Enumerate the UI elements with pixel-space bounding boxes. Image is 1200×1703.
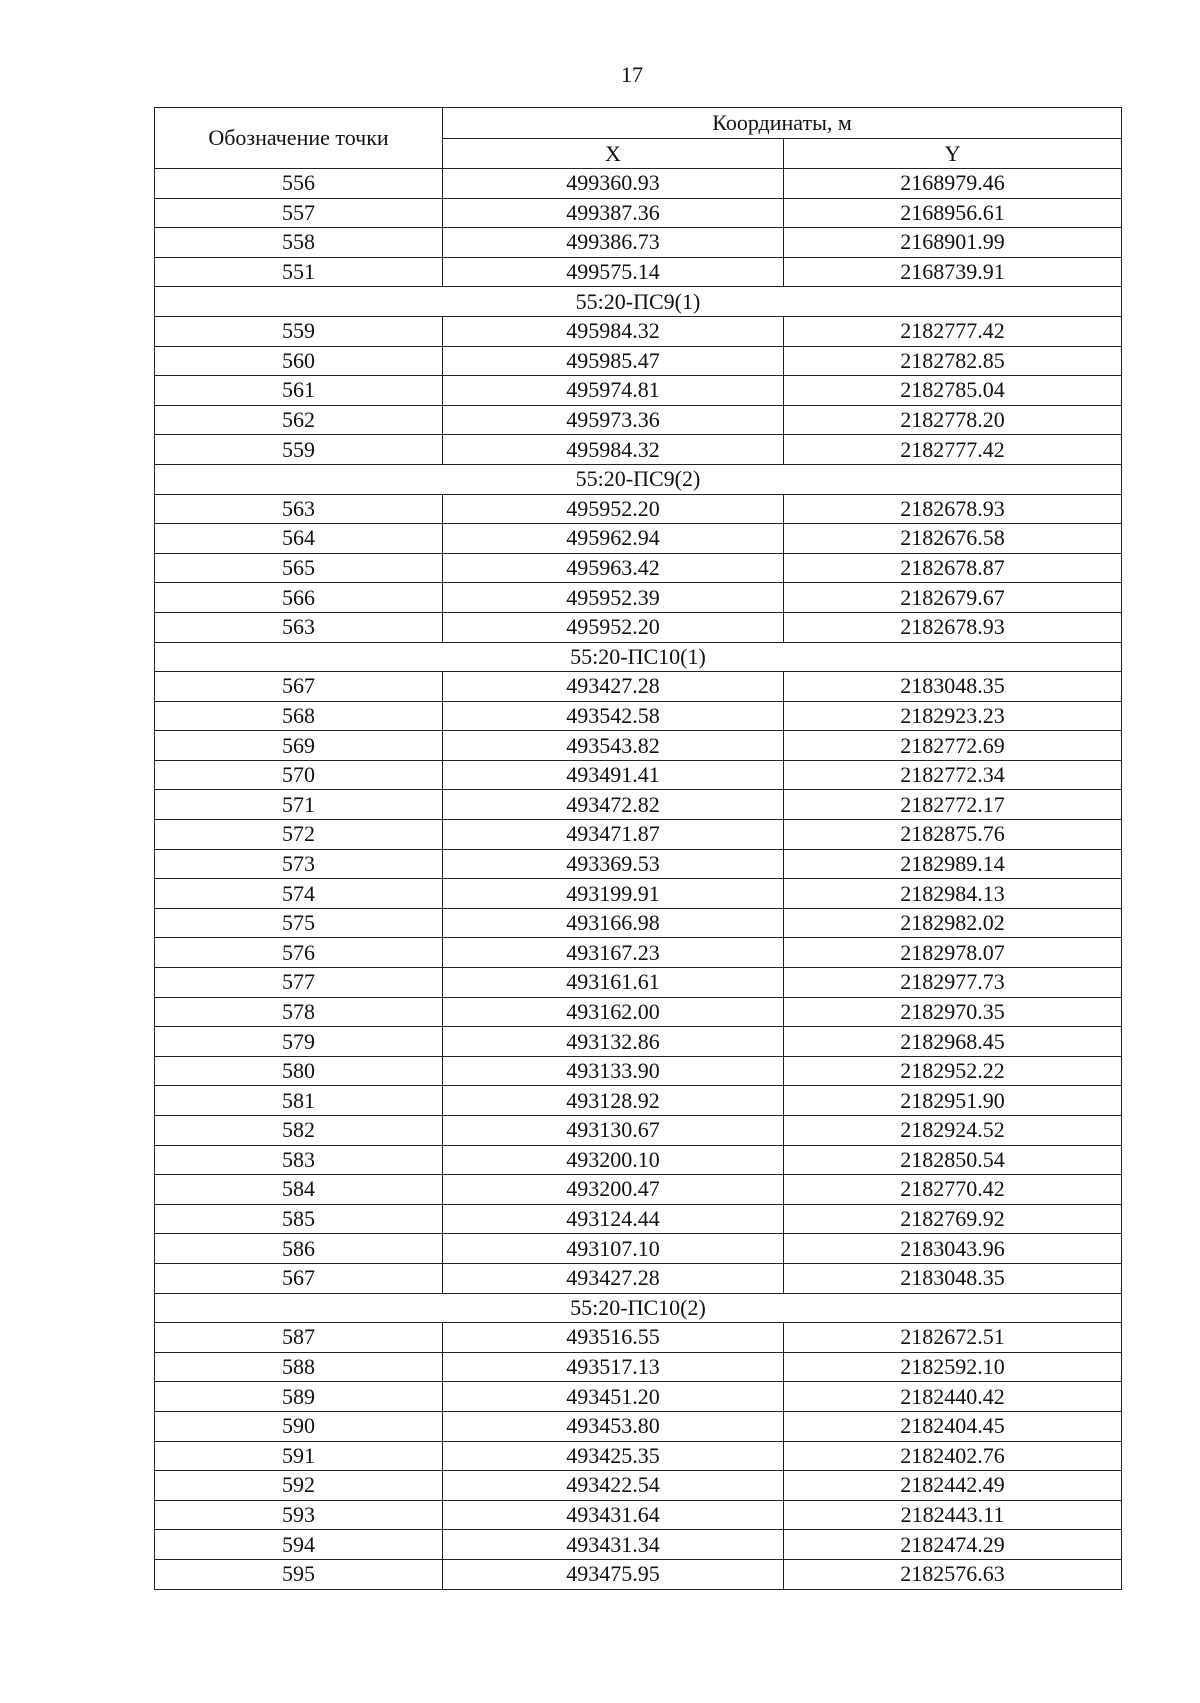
- point-cell: 573: [155, 849, 443, 879]
- y-coordinate-cell: 2182772.69: [784, 731, 1122, 761]
- x-coordinate-cell: 493453.80: [443, 1411, 784, 1441]
- y-coordinate-cell: 2182678.87: [784, 553, 1122, 583]
- y-coordinate-cell: 2182850.54: [784, 1145, 1122, 1175]
- table-row: [155, 1411, 1122, 1441]
- y-coordinate-cell: 2182778.20: [784, 405, 1122, 435]
- y-coordinate-cell: 2182592.10: [784, 1352, 1122, 1382]
- y-coordinate-cell: 2168979.46: [784, 169, 1122, 199]
- point-cell: 563: [155, 494, 443, 524]
- y-coordinate-cell: 2182769.92: [784, 1204, 1122, 1234]
- y-coordinate-cell: 2182777.42: [784, 316, 1122, 346]
- y-column-header: Y: [784, 139, 1122, 169]
- table-row: [155, 316, 1122, 346]
- x-coordinate-cell: 493475.95: [443, 1559, 784, 1589]
- x-coordinate-cell: 499386.73: [443, 228, 784, 258]
- section-title: 55:20-ПС9(1): [155, 287, 1122, 317]
- coordinates-table: [154, 107, 1122, 1590]
- point-cell: 562: [155, 405, 443, 435]
- table-row: [155, 1323, 1122, 1353]
- page-number: 17: [621, 62, 643, 87]
- x-coordinate-cell: 493130.67: [443, 1116, 784, 1146]
- y-coordinate-cell: 2182772.17: [784, 790, 1122, 820]
- point-cell: 572: [155, 820, 443, 850]
- table-row: [155, 849, 1122, 879]
- table-row: [155, 1559, 1122, 1589]
- x-coordinate-cell: 493542.58: [443, 701, 784, 731]
- table-row: [155, 1204, 1122, 1234]
- x-coordinate-cell: 493124.44: [443, 1204, 784, 1234]
- x-coordinate-cell: 499387.36: [443, 198, 784, 228]
- table-row: [155, 968, 1122, 998]
- point-cell: 563: [155, 612, 443, 642]
- y-coordinate-cell: 2182402.76: [784, 1441, 1122, 1471]
- x-coordinate-cell: 493133.90: [443, 1056, 784, 1086]
- point-cell: 583: [155, 1145, 443, 1175]
- y-coordinate-cell: 2182770.42: [784, 1175, 1122, 1205]
- y-coordinate-cell: 2182404.45: [784, 1411, 1122, 1441]
- point-cell: 571: [155, 790, 443, 820]
- point-cell: 594: [155, 1530, 443, 1560]
- x-coordinate-cell: 493472.82: [443, 790, 784, 820]
- table-row: [155, 553, 1122, 583]
- point-cell: 566: [155, 583, 443, 613]
- section-title: 55:20-ПС9(2): [155, 464, 1122, 494]
- x-coordinate-cell: 495952.20: [443, 494, 784, 524]
- x-coordinate-cell: 493200.10: [443, 1145, 784, 1175]
- table-row: [155, 672, 1122, 702]
- table-row: [155, 612, 1122, 642]
- point-cell: 569: [155, 731, 443, 761]
- table-row: [155, 583, 1122, 613]
- x-coordinate-cell: 493369.53: [443, 849, 784, 879]
- y-coordinate-cell: 2182672.51: [784, 1323, 1122, 1353]
- x-coordinate-cell: 495952.39: [443, 583, 784, 613]
- x-coordinate-cell: 493451.20: [443, 1382, 784, 1412]
- x-coordinate-cell: 495984.32: [443, 435, 784, 465]
- table-row: [155, 376, 1122, 406]
- x-coordinate-cell: 493491.41: [443, 760, 784, 790]
- point-cell: 589: [155, 1382, 443, 1412]
- y-coordinate-cell: 2182977.73: [784, 968, 1122, 998]
- point-cell: 592: [155, 1471, 443, 1501]
- y-coordinate-cell: 2183043.96: [784, 1234, 1122, 1264]
- point-cell: 586: [155, 1234, 443, 1264]
- x-coordinate-cell: 493427.28: [443, 1263, 784, 1293]
- x-coordinate-cell: 493517.13: [443, 1352, 784, 1382]
- y-coordinate-cell: 2168739.91: [784, 257, 1122, 287]
- point-cell: 559: [155, 435, 443, 465]
- table-row: [155, 1086, 1122, 1116]
- table-row: [155, 257, 1122, 287]
- y-coordinate-cell: 2168901.99: [784, 228, 1122, 258]
- section-row: [155, 287, 1122, 317]
- point-cell: 560: [155, 346, 443, 376]
- table-row: [155, 1175, 1122, 1205]
- y-coordinate-cell: 2182440.42: [784, 1382, 1122, 1412]
- x-coordinate-cell: 493431.34: [443, 1530, 784, 1560]
- x-coordinate-cell: 493422.54: [443, 1471, 784, 1501]
- table-row: [155, 938, 1122, 968]
- point-cell: 588: [155, 1352, 443, 1382]
- table-row: [155, 701, 1122, 731]
- table-row: [155, 1234, 1122, 1264]
- y-coordinate-cell: 2183048.35: [784, 1263, 1122, 1293]
- point-cell: 575: [155, 908, 443, 938]
- table-row: [155, 908, 1122, 938]
- table-row: [155, 997, 1122, 1027]
- y-coordinate-cell: 2182989.14: [784, 849, 1122, 879]
- point-cell: 581: [155, 1086, 443, 1116]
- y-coordinate-cell: 2182970.35: [784, 997, 1122, 1027]
- table-row: [155, 1263, 1122, 1293]
- section-row: [155, 1293, 1122, 1323]
- y-coordinate-cell: 2183048.35: [784, 672, 1122, 702]
- x-coordinate-cell: 493543.82: [443, 731, 784, 761]
- x-coordinate-cell: 493425.35: [443, 1441, 784, 1471]
- y-coordinate-cell: 2182576.63: [784, 1559, 1122, 1589]
- y-coordinate-cell: 2182978.07: [784, 938, 1122, 968]
- x-coordinate-cell: 493471.87: [443, 820, 784, 850]
- x-coordinate-cell: 495962.94: [443, 524, 784, 554]
- point-cell: 576: [155, 938, 443, 968]
- point-cell: 564: [155, 524, 443, 554]
- point-column-header: Обозначение точки: [155, 108, 443, 169]
- x-coordinate-cell: 493199.91: [443, 879, 784, 909]
- point-cell: 577: [155, 968, 443, 998]
- coordinates-column-header: Координаты, м: [443, 108, 1122, 139]
- x-coordinate-cell: 493107.10: [443, 1234, 784, 1264]
- x-coordinate-cell: 493166.98: [443, 908, 784, 938]
- y-coordinate-cell: 2182875.76: [784, 820, 1122, 850]
- table-row: [155, 1145, 1122, 1175]
- point-cell: 595: [155, 1559, 443, 1589]
- x-coordinate-cell: 495985.47: [443, 346, 784, 376]
- point-cell: 567: [155, 1263, 443, 1293]
- point-cell: 565: [155, 553, 443, 583]
- table-row: [155, 790, 1122, 820]
- point-cell: 558: [155, 228, 443, 258]
- x-coordinate-cell: 499360.93: [443, 169, 784, 199]
- y-coordinate-cell: 2182676.58: [784, 524, 1122, 554]
- table-row: [155, 820, 1122, 850]
- table-row: [155, 1382, 1122, 1412]
- section-row: [155, 464, 1122, 494]
- table-row: [155, 1530, 1122, 1560]
- point-cell: 567: [155, 672, 443, 702]
- section-title: 55:20-ПС10(1): [155, 642, 1122, 672]
- x-coordinate-cell: 495974.81: [443, 376, 784, 406]
- y-coordinate-cell: 2182968.45: [784, 1027, 1122, 1057]
- y-coordinate-cell: 2182442.49: [784, 1471, 1122, 1501]
- point-cell: 559: [155, 316, 443, 346]
- table-row: [155, 494, 1122, 524]
- point-cell: 579: [155, 1027, 443, 1057]
- table-row: [155, 879, 1122, 909]
- point-cell: 580: [155, 1056, 443, 1086]
- table-row: [155, 435, 1122, 465]
- y-coordinate-cell: 2182982.02: [784, 908, 1122, 938]
- point-cell: 582: [155, 1116, 443, 1146]
- y-coordinate-cell: 2182924.52: [784, 1116, 1122, 1146]
- point-cell: 584: [155, 1175, 443, 1205]
- table-row: [155, 1352, 1122, 1382]
- table-row: [155, 228, 1122, 258]
- table-row: [155, 346, 1122, 376]
- y-coordinate-cell: 2182785.04: [784, 376, 1122, 406]
- table-row: [155, 524, 1122, 554]
- x-coordinate-cell: 493161.61: [443, 968, 784, 998]
- y-coordinate-cell: 2182678.93: [784, 494, 1122, 524]
- point-cell: 593: [155, 1500, 443, 1530]
- point-cell: 578: [155, 997, 443, 1027]
- point-cell: 590: [155, 1411, 443, 1441]
- table-row: [155, 1116, 1122, 1146]
- table-body: [155, 169, 1122, 1590]
- table-row: [155, 169, 1122, 199]
- table-row: [155, 731, 1122, 761]
- x-coordinate-cell: 493162.00: [443, 997, 784, 1027]
- point-cell: 561: [155, 376, 443, 406]
- y-coordinate-cell: 2182678.93: [784, 612, 1122, 642]
- point-cell: 591: [155, 1441, 443, 1471]
- point-cell: 587: [155, 1323, 443, 1353]
- y-coordinate-cell: 2182782.85: [784, 346, 1122, 376]
- table-row: [155, 405, 1122, 435]
- table-row: [155, 198, 1122, 228]
- y-coordinate-cell: 2182984.13: [784, 879, 1122, 909]
- table-row: [155, 1056, 1122, 1086]
- y-coordinate-cell: 2182772.34: [784, 760, 1122, 790]
- y-coordinate-cell: 2182474.29: [784, 1530, 1122, 1560]
- table-row: [155, 1027, 1122, 1057]
- table-row: [155, 1441, 1122, 1471]
- point-cell: 585: [155, 1204, 443, 1234]
- x-coordinate-cell: 499575.14: [443, 257, 784, 287]
- x-coordinate-cell: 493128.92: [443, 1086, 784, 1116]
- y-coordinate-cell: 2168956.61: [784, 198, 1122, 228]
- section-row: [155, 642, 1122, 672]
- x-coordinate-cell: 493431.64: [443, 1500, 784, 1530]
- point-cell: 557: [155, 198, 443, 228]
- point-cell: 556: [155, 169, 443, 199]
- x-coordinate-cell: 495963.42: [443, 553, 784, 583]
- x-coordinate-cell: 495973.36: [443, 405, 784, 435]
- y-coordinate-cell: 2182443.11: [784, 1500, 1122, 1530]
- point-cell: 574: [155, 879, 443, 909]
- y-coordinate-cell: 2182923.23: [784, 701, 1122, 731]
- point-cell: 551: [155, 257, 443, 287]
- table-row: [155, 1500, 1122, 1530]
- x-coordinate-cell: 493132.86: [443, 1027, 784, 1057]
- x-coordinate-cell: 493516.55: [443, 1323, 784, 1353]
- y-coordinate-cell: 2182952.22: [784, 1056, 1122, 1086]
- x-coordinate-cell: 493427.28: [443, 672, 784, 702]
- x-coordinate-cell: 495984.32: [443, 316, 784, 346]
- x-column-header: X: [443, 139, 784, 169]
- point-cell: 568: [155, 701, 443, 731]
- y-coordinate-cell: 2182679.67: [784, 583, 1122, 613]
- table-header: [155, 108, 1122, 169]
- y-coordinate-cell: 2182777.42: [784, 435, 1122, 465]
- table-row: [155, 1471, 1122, 1501]
- section-title: 55:20-ПС10(2): [155, 1293, 1122, 1323]
- point-cell: 570: [155, 760, 443, 790]
- y-coordinate-cell: 2182951.90: [784, 1086, 1122, 1116]
- x-coordinate-cell: 493200.47: [443, 1175, 784, 1205]
- table-row: [155, 760, 1122, 790]
- x-coordinate-cell: 495952.20: [443, 612, 784, 642]
- x-coordinate-cell: 493167.23: [443, 938, 784, 968]
